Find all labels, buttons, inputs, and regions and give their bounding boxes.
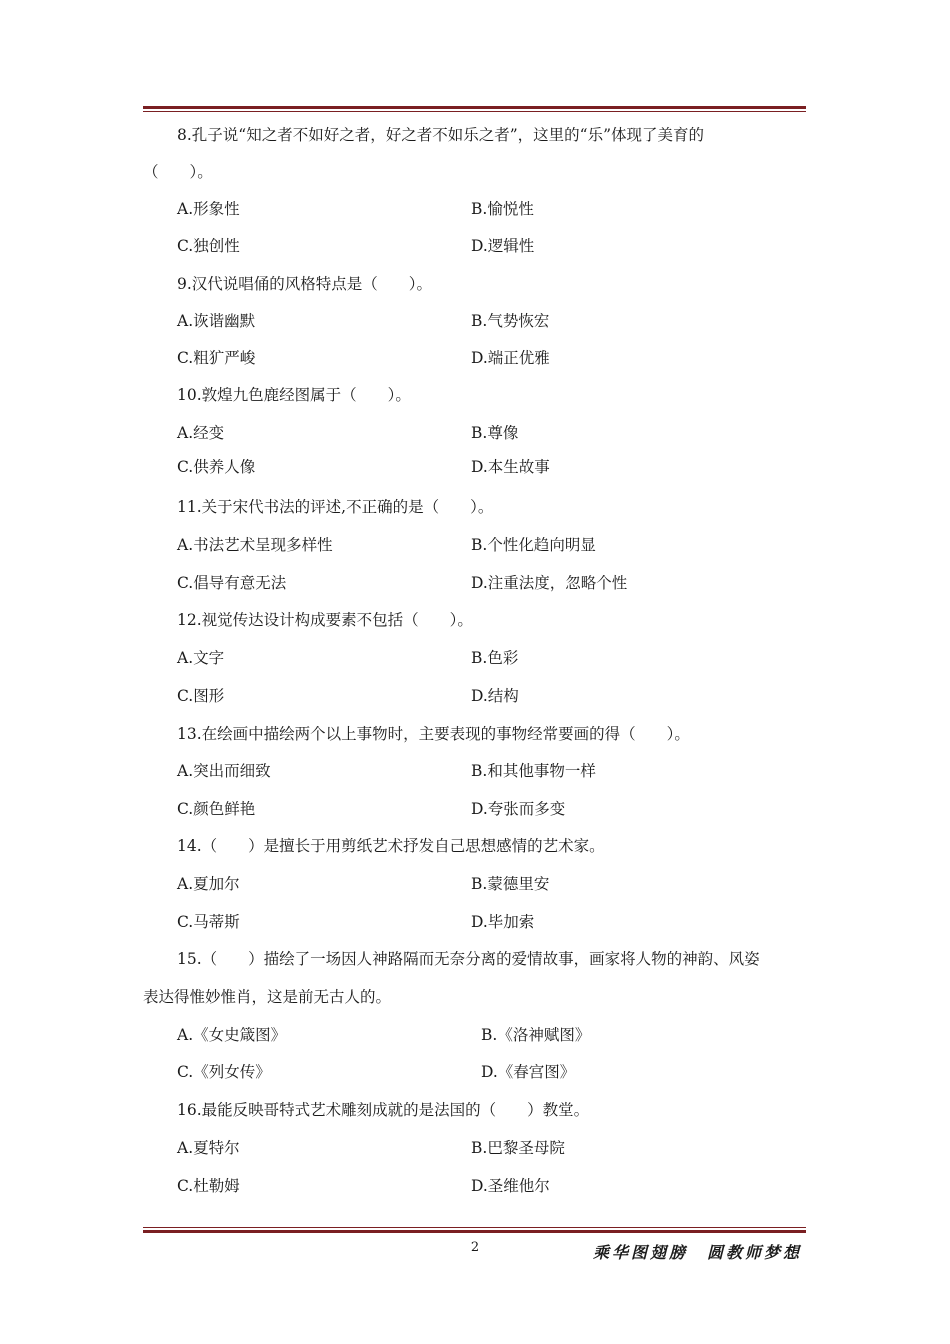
question-8-stem-cont: （ ）。 [143,163,213,181]
question-13-option-c: C.颜色鲜艳 [177,800,256,818]
question-9-stem: 9.汉代说唱俑的风格特点是（ ）。 [177,275,433,293]
question-13-option-b: B.和其他事物一样 [471,762,596,780]
question-8-option-b: B.愉悦性 [471,200,534,218]
question-13-stem: 13.在绘画中描绘两个以上事物时，主要表现的事物经常要画的得（ ）。 [177,725,690,743]
question-16-option-d: D.圣维他尔 [471,1177,550,1195]
question-16-option-a: A.夏特尔 [177,1139,240,1157]
question-11-option-d: D.注重法度，忽略个性 [471,574,628,592]
question-10-option-c: C.供养人像 [177,458,256,476]
question-14-option-c: C.马蒂斯 [177,913,240,931]
question-10-stem: 10.敦煌九色鹿经图属于（ ）。 [177,386,411,404]
page-number: 2 [470,1240,480,1255]
question-9-option-b: B.气势恢宏 [471,312,550,330]
question-16-stem: 16.最能反映哥特式艺术雕刻成就的是法国的（ ）教堂。 [177,1101,590,1119]
footer-slogan: 乘华图翅膀 圆教师梦想 [592,1243,802,1262]
question-12-stem: 12.视觉传达设计构成要素不包括（ ）。 [177,611,473,629]
question-8-option-a: A.形象性 [177,200,240,218]
question-11-stem: 11.关于宋代书法的评述,不正确的是（ ）。 [177,498,494,516]
question-8-option-c: C.独创性 [177,237,240,255]
question-8-option-d: D.逻辑性 [471,237,535,255]
question-11-option-c: C.倡导有意无法 [177,574,287,592]
question-14-option-b: B.蒙德里安 [471,875,550,893]
question-13-option-a: A.突出而细致 [177,762,271,780]
question-12-option-c: C.图形 [177,687,225,705]
question-13-option-d: D.夸张而多变 [471,800,566,818]
question-12-option-d: D.结构 [471,687,519,705]
question-9-option-a: A.诙谐幽默 [177,312,256,330]
question-16-option-c: C.杜勒姆 [177,1177,240,1195]
question-16-option-b: B.巴黎圣母院 [471,1139,565,1157]
question-15-stem-cont: 表达得惟妙惟肖，这是前无古人的。 [143,988,392,1006]
question-15-stem: 15.（ ）描绘了一场因人神路隔而无奈分离的爱情故事，画家将人物的神韵、风姿 [177,950,760,968]
question-10-option-a: A.经变 [177,424,225,442]
question-11-option-a: A.书法艺术呈现多样性 [177,536,333,554]
question-9-option-c: C.粗犷严峻 [177,349,256,367]
question-10-option-d: D.本生故事 [471,458,550,476]
question-12-option-a: A.文字 [177,649,225,667]
question-11-option-b: B.个性化趋向明显 [471,536,596,554]
question-10-option-b: B.尊像 [471,424,519,442]
question-15-option-d: D.《春宫图》 [481,1063,576,1081]
question-14-option-d: D.毕加索 [471,913,535,931]
question-8-stem: 8.孔子说“知之者不如好之者，好之者不如乐之者”，这里的“乐”体现了美育的 [177,126,704,144]
question-14-stem: 14.（ ）是擅长于用剪纸艺术抒发自己思想感情的艺术家。 [177,837,605,855]
question-15-option-c: C.《列女传》 [177,1063,271,1081]
header-rule [143,106,806,112]
question-15-option-a: A.《女史箴图》 [177,1026,287,1044]
question-9-option-d: D.端正优雅 [471,349,550,367]
question-14-option-a: A.夏加尔 [177,875,240,893]
question-12-option-b: B.色彩 [471,649,519,667]
footer-rule [143,1227,806,1233]
question-15-option-b: B.《洛神赋图》 [481,1026,591,1044]
